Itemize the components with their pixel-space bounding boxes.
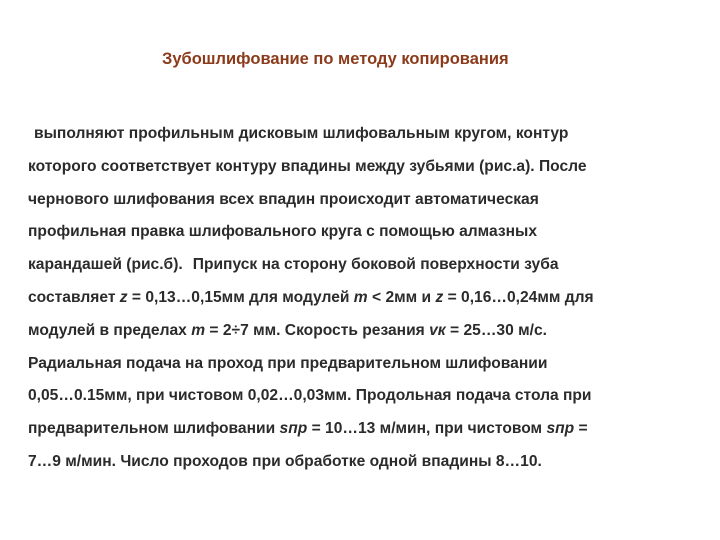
paragraph-line	[28, 118, 708, 151]
line-text: = 25…30 м/с.	[445, 321, 547, 339]
line-text: = 0,16…0,24мм для	[443, 288, 594, 306]
line-text: выполняют профильным дисковым шлифовальным кругом, контур	[34, 125, 569, 142]
paragraph-line	[28, 413, 708, 446]
line-text: которого соответствует контуру впадины между зубьями (рис.а). После	[28, 157, 587, 175]
paragraph-line	[28, 249, 708, 282]
slide-title: Зубошлифование по методу копирования	[162, 50, 509, 68]
paragraph-line	[28, 151, 708, 184]
line-text: 0,05…0.15мм, при чистовом 0,02…0,03мм. Продольная подача стола при	[28, 387, 592, 405]
line-text: = 10…13 м/мин, при чистовом	[307, 420, 547, 438]
paragraph-line	[28, 446, 708, 479]
formula-variable: z	[435, 288, 444, 306]
formula-variable: m	[353, 288, 368, 306]
line-text: = 2÷7 мм. Скорость резания	[205, 321, 430, 339]
paragraph-line	[28, 348, 708, 381]
line-text: < 2мм и	[367, 288, 436, 306]
formula-variable: sпр	[546, 420, 575, 438]
line-text: модулей в пределах	[28, 321, 192, 339]
paragraph-line	[28, 216, 708, 249]
line-text: чернового шлифования всех впадин происходит автоматическая	[28, 190, 539, 208]
line-text: = 0,13…0,15мм для модулей	[127, 288, 354, 306]
formula-variable: vк	[429, 321, 446, 339]
line-text: 7…9 м/мин. Число проходов при обработке одной впадины 8…10.	[28, 452, 542, 470]
paragraph-line	[28, 184, 708, 217]
paragraph-line	[28, 380, 708, 413]
paragraph-line	[28, 315, 708, 348]
line-text: предварительном шлифовании	[28, 420, 280, 438]
line-text: Радиальная подача на проход при предварительном шлифовании	[28, 354, 548, 372]
body-paragraph	[28, 118, 708, 479]
formula-variable: m	[191, 321, 206, 339]
paragraph-line	[28, 282, 708, 315]
line-text: Припуск на сторону боковой поверхности зуба	[192, 256, 559, 274]
formula-variable: z	[119, 288, 128, 306]
line-text: карандашей (рис.б).	[28, 256, 183, 274]
formula-variable: sпр	[279, 420, 308, 438]
line-text: составляет	[28, 288, 120, 306]
line-text: профильная правка шлифовального круга с помощью алмазных	[28, 223, 538, 241]
line-text: =	[574, 420, 588, 438]
